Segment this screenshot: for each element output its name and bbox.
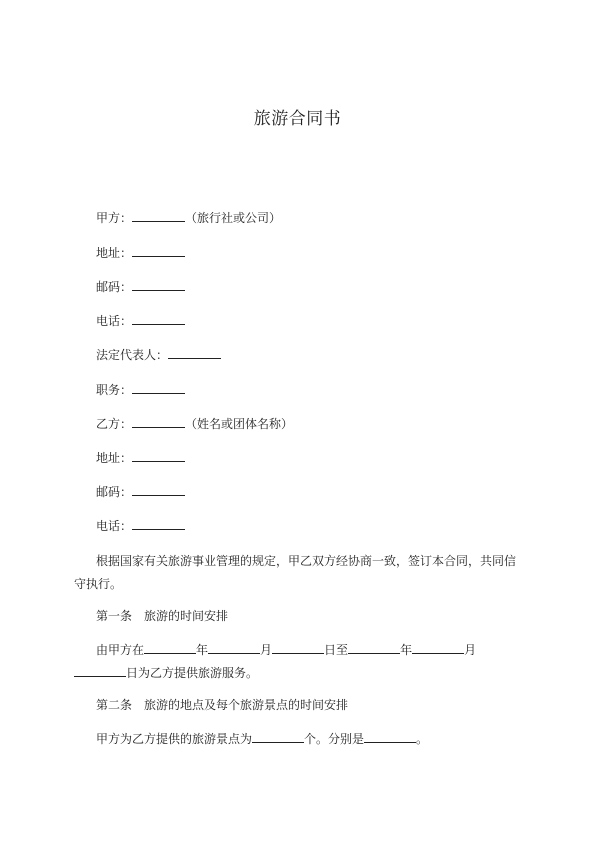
party-a-blank [132,210,185,222]
start-year-blank [144,642,196,654]
position-label: 职务： [96,383,133,397]
preamble-paragraph [74,550,524,596]
position-blank [132,382,185,394]
party-b-postcode-label: 邮码： [96,485,133,499]
end-month-blank [412,642,464,654]
party-a-address-blank [132,245,185,257]
party-a-note: （旅行社或公司） [185,211,282,225]
document-title: 旅游合同书 [253,109,342,129]
legal-rep-blank [168,347,221,359]
party-a-phone-label: 电话： [96,314,133,328]
party-b-label: 乙方： [96,417,133,431]
spot-count-blank [252,731,304,743]
preamble-text: 根据国家有关旅游事业管理的规定，甲乙双方经协商一致，签订本合同，共同信守执行。 [74,554,517,591]
party-b-postcode-blank [132,484,185,496]
party-b-phone-label: 电话： [96,519,133,533]
end-day-blank [74,665,126,677]
party-b-phone-blank [132,518,185,530]
spot-list-blank [364,731,416,743]
article1-paragraph [74,639,524,685]
party-a-address-line [96,245,185,261]
article2-heading: 第二条 旅游的地点及每个旅游景点的时间安排 [96,698,349,712]
party-a-line [96,210,281,226]
legal-rep-line [96,347,221,363]
party-b-postcode-line [96,484,185,500]
party-b-blank [132,416,185,428]
party-a-postcode-label: 邮码： [96,280,133,294]
article2-text-1: 甲方为乙方提供的旅游景点为 [96,732,253,746]
party-a-address-label: 地址： [96,246,133,260]
party-b-address-blank [132,450,185,462]
article1-text-5: 年 [400,643,413,657]
party-b-address-line [96,450,185,466]
party-a-phone-blank [132,313,185,325]
article1-text-4: 日至 [324,643,349,657]
party-a-postcode-blank [132,279,185,291]
article2-text-2: 个。分别是 [304,732,365,746]
start-month-blank [208,642,260,654]
party-a-phone-line [96,313,185,329]
position-line [96,382,185,398]
article1-text-1: 由甲方在 [96,643,145,657]
party-a-label: 甲方： [96,211,133,225]
end-year-blank [348,642,400,654]
article2-text-3: 。 [416,732,429,746]
article1-heading: 第一条 旅游的时间安排 [96,609,229,623]
start-day-blank [272,642,324,654]
party-b-address-label: 地址： [96,451,133,465]
article2-paragraph [74,728,524,751]
article1-text-2: 年 [196,643,209,657]
party-b-phone-line [96,518,185,534]
article1-text-6: 月 [464,643,477,657]
legal-rep-label: 法定代表人： [96,348,169,362]
article1-text-7: 日为乙方提供旅游服务。 [126,666,259,680]
party-b-note: （姓名或团体名称） [185,417,294,431]
article1-text-3: 月 [260,643,273,657]
party-a-postcode-line [96,279,185,295]
party-b-line [96,416,293,432]
